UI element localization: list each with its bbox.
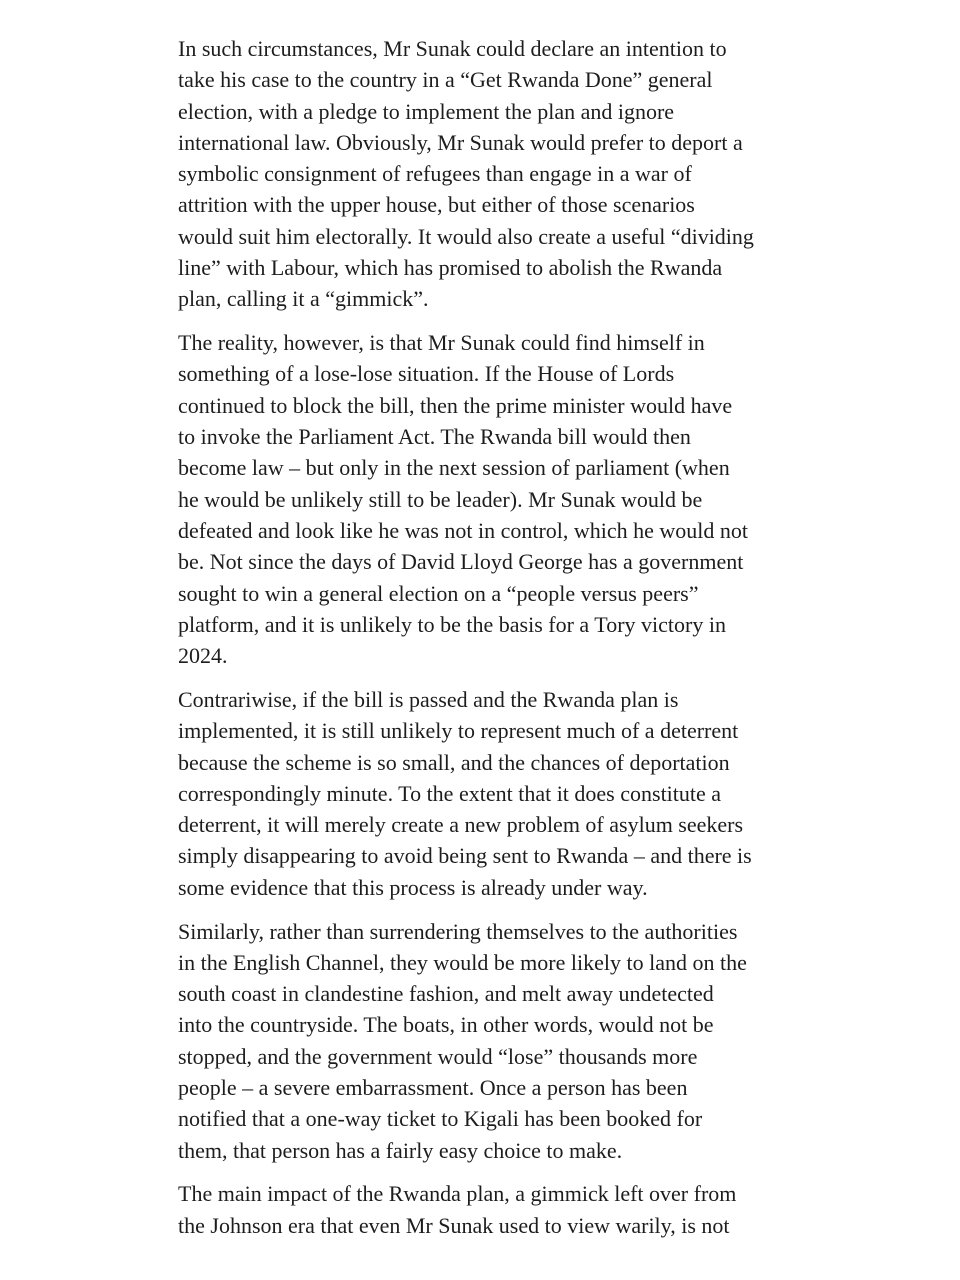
article-body bbox=[178, 33, 790, 1253]
paragraph-line: he would be unlikely still to be leader). Mr Sunak would be bbox=[178, 486, 703, 512]
paragraph-line: people – a severe embarrassment. Once a person has been bbox=[178, 1075, 688, 1100]
paragraph-line: 2024. bbox=[178, 643, 228, 669]
paragraph-line: take his case to the country in a “Get Rwanda Done” general bbox=[178, 67, 713, 93]
paragraph-line: sought to win a general election on a “people versus peers” bbox=[178, 580, 699, 606]
paragraph-line: deterrent, it will merely create a new problem of asylum seekers bbox=[178, 812, 744, 838]
article-paragraph-2 bbox=[178, 327, 790, 671]
paragraph-line: symbolic consignment of refugees than engage in a war of bbox=[178, 161, 692, 187]
paragraph-line: something of a lose-lose situation. If the House of Lords bbox=[178, 361, 675, 387]
paragraph-line: international law. Obviously, Mr Sunak would prefer to deport a bbox=[178, 129, 743, 155]
paragraph-line: defeated and look like he was not in control, which he would not bbox=[178, 517, 749, 543]
paragraph-line: The reality, however, is that Mr Sunak could find himself in bbox=[178, 330, 705, 356]
paragraph-line: because the scheme is so small, and the chances of deportation bbox=[178, 749, 730, 775]
paragraph-line: plan, calling it a “gimmick”. bbox=[178, 286, 429, 312]
paragraph-line: The main impact of the Rwanda plan, a gimmick left over from bbox=[178, 1181, 737, 1207]
paragraph-line: the Johnson era that even Mr Sunak used to view warily, is not bbox=[178, 1212, 730, 1238]
paragraph-line: Similarly, rather than surrendering themselves to the authorities bbox=[178, 918, 738, 944]
paragraph-line: In such circumstances, Mr Sunak could declare an intention to bbox=[178, 36, 727, 61]
paragraph-line: would suit him electorally. It would also create a useful “dividing bbox=[178, 223, 754, 249]
paragraph-line: implemented, it is still unlikely to represent much of a deterrent bbox=[178, 718, 739, 744]
paragraph-line: notified that a one-way ticket to Kigali has been booked for bbox=[178, 1106, 703, 1132]
paragraph-line: in the English Channel, they would be more likely to land on the bbox=[178, 949, 747, 975]
paragraph-line: line” with Labour, which has promised to abolish the Rwanda bbox=[178, 255, 723, 281]
article-paragraph-1 bbox=[178, 33, 790, 315]
article-paragraph-4 bbox=[178, 916, 790, 1166]
paragraph-line: them, that person has a fairly easy choice to make. bbox=[178, 1137, 623, 1163]
paragraph-line: election, with a pledge to implement the plan and ignore bbox=[178, 98, 675, 124]
paragraph-line: south coast in clandestine fashion, and melt away undetected bbox=[178, 981, 714, 1007]
paragraph-line: stopped, and the government would “lose” thousands more bbox=[178, 1043, 698, 1069]
paragraph-line: simply disappearing to avoid being sent to Rwanda – and there is bbox=[178, 843, 752, 869]
paragraph-line: be. Not since the days of David Lloyd George has a government bbox=[178, 549, 744, 575]
paragraph-line: Contrariwise, if the bill is passed and the Rwanda plan is bbox=[178, 686, 679, 712]
paragraph-line: to invoke the Parliament Act. The Rwanda bill would then bbox=[178, 424, 691, 450]
article-paragraph-3 bbox=[178, 684, 790, 903]
paragraph-line: attrition with the upper house, but either of those scenarios bbox=[178, 192, 695, 218]
paragraph-line: some evidence that this process is already under way. bbox=[178, 874, 648, 900]
paragraph-line: become law – but only in the next session of parliament (when bbox=[178, 455, 730, 481]
paragraph-line: into the countryside. The boats, in other words, would not be bbox=[178, 1012, 714, 1038]
paragraph-line: platform, and it is unlikely to be the basis for a Tory victory in bbox=[178, 611, 726, 637]
paragraph-line: continued to block the bill, then the prime minister would have bbox=[178, 392, 733, 418]
paragraph-line: correspondingly minute. To the extent that it does constitute a bbox=[178, 780, 722, 806]
article-paragraph-5 bbox=[178, 1178, 790, 1241]
